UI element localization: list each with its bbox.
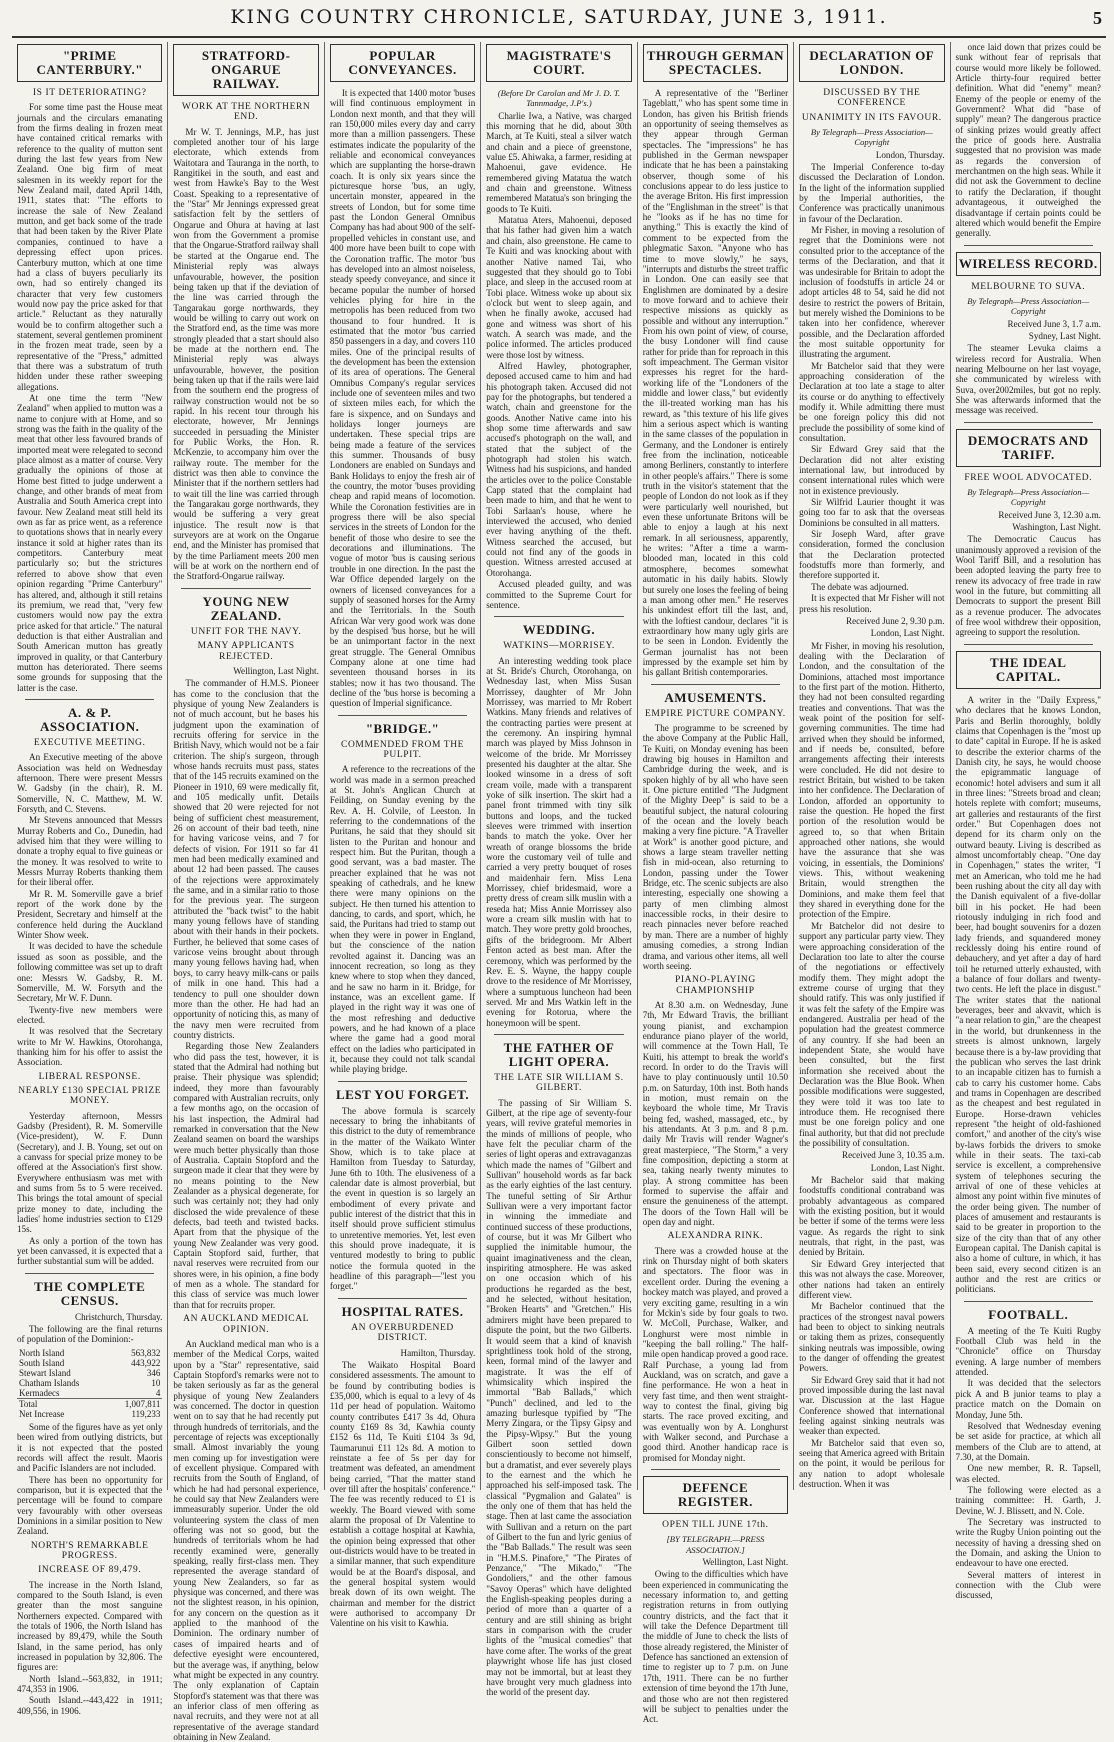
subhead: NORTH'S REMARKABLE PROGRESS. xyxy=(30,1540,149,1561)
paragraph: Mr Batchelor said that even so, seeing that America agreed with Britain on the point, it would be perilous for any nation to adopt wholesale destruction. When it was xyxy=(799,1437,945,1490)
headline-ideal-capital: THE IDEAL CAPITAL. xyxy=(956,651,1101,689)
dateline: Received June 2, 9.30 p.m. xyxy=(846,615,945,626)
subhead: AN AUCKLAND MEDICAL OPINION. xyxy=(183,1314,310,1335)
headline-light-opera: THE FATHER OF LIGHT OPERA. xyxy=(503,1039,615,1069)
divider xyxy=(964,644,1093,645)
headline-football: FOOTBALL. xyxy=(988,1306,1069,1322)
subhead: EMPIRE PICTURE COMPANY. xyxy=(645,708,786,719)
census-value: 443,922 xyxy=(131,1357,161,1368)
paragraph: North Island.--563,832, in 1911; 474,353 in 1906. xyxy=(17,1673,163,1695)
divider xyxy=(964,245,1093,246)
headline-conveyances: POPULAR CONVEYANCES. xyxy=(330,44,475,82)
headline-amusements: AMUSEMENTS. xyxy=(664,689,767,705)
dateline: Received June 3, 10.35 a.m. xyxy=(842,1150,945,1161)
subhead: NEARLY £130 SPECIAL PRIZE MONEY. xyxy=(18,1085,162,1107)
subhead: IS IT DETERIORATING? xyxy=(32,88,147,98)
census-label: South Island xyxy=(19,1357,65,1368)
paragraph: At 8.30 a.m. on Wednesday, June 7th, Mr Edward Travis, the brilliant young pianist, and exchampion endurance piano player of the world, will commence at the Town Hall, Te Kuiti, his attempt to break the world's record. In order to do the Travis will have to play continuously until 10.50 p.m. on Saturday, 10th inst. Both hands in motion, must remain on the keyboard the whole time, Mr Travis being fed, washed, massaged, etc., by his attendants. At 3 p.m. and 8 p.m. daily Mr Travis will render Wagner's great masterpiece, "The Storm," a very fine composition, depicting a storm at sea, taking nearly twenty minutes to play. A strong committee has been formed to supervise the affair and ensure the genuineness of the attempt. The doors of the Town Hall will be open day and night. xyxy=(642,999,789,1228)
divider xyxy=(964,422,1093,423)
paragraph: An interesting wedding took place at St. Bride's Church, Otorohanga, on Wednesday last, when Miss Susan Morrissey, daughter of Mr John Morrissey, was married to Mr Robert Watkins. Many friends and relatives of the contracting parties were present at the ceremony. An inspiring hymnal march was played by Miss Johnson in welcome of the bride. Mr Morrissey presented his daughter at the altar. She looked winsome in a dress of soft cream voile, made with a transparent yoke of silk insertion. The skirt had a panel front trimmed with tiny silk buttons and loops, and the tucked sleeves were trimmed with insertion bands to match the yoke. Over her wreath of orange blossoms the bride wore the customary veil of tulle and carried a very pretty bouquet of roses and maidenhair fern. Miss Lena Morrissey, chief bridesmaid, wore a pretty dress of cream silk muslin with a reseda hat; Miss Annie Morrissey also wore a cream silk muslin with hat to match. They wore pretty gold brooches, gifts of the bridegroom. Mr Albert Fenton acted as best man. After the ceremony, which was performed by the Rev. E. S. Wayne, the happy couple drove to the residence of Mr Morrissey, where a sumptuous luncheon had been served. Mr and Mrs Watkin left in the evening for Rotorua, where the honeymoon will be spent. xyxy=(486,655,632,1028)
census-value: 119,233 xyxy=(131,1408,161,1419)
subhead: INCREASE OF 89,479. xyxy=(38,1565,142,1576)
paragraph: The following were elected as a training committee: H. Garth, J. Devine, W. J. Blissett, and N. Cole. xyxy=(955,1484,1101,1516)
paragraph: At one time the term "New Zealand" when applied to mutton was a name to conjure with at Home, and so strong was the faith in the quality of the meat that other less favoured brands of imported meat were relegated to second place almost as a matter of course. Very gradually the opinions of those at Home best fitted to judge underwent a change, and other brands of meat from Australia and South America crept into favour. New Zealand meat still held its own as far as price went, as a reference to quotations shows that in nearly every instance it sold at higher rates than its competitors. Canterbury meat particularly so; but the strictures referred to above show that even opinion regarding "Prime Canterbury" has altered, and, although it still retains its premium, we read that, "very few customers would now pay the extra price asked for that article." The natural deduction is that either Australian and South American mutton has greatly improved in quality, or that Canterbury mutton has deteriorated. There seems some grounds for supposing that the latter is the case. xyxy=(17,392,163,693)
divider xyxy=(25,1273,154,1274)
census-label: Stewart Island xyxy=(19,1367,71,1378)
paragraph: once laid down that prizes could be sunk without fear of reprisals that course would more likely be followed. Article thirty-four required better definition. What did "enemy" mean? Enemy of the people or enemy of the Government? What did "base of supply" mean? The dangerous practice of sinking prizes would greatly affect the price of goods here. Australia suggested that no provision was made as regards the conversion of merchantmen on the high seas. While it did not ask the Government to decline to ratify the Declaration, if thought advantageous, it outweighed the disadvantage if certain points could be altered which would benefit the Empire generally. xyxy=(955,42,1101,239)
paragraph: An Auckland medical man who is a member of the Medical Corps, waited upon by a "Star" representative, said Captain Stopford's remarks were not to be taken seriously as far as the general physique of young New Zealanders was concerned. The doctor in question went on to say that he had recently put through hundreds of territorials, and the percentage of rejects was exceptionally small. Almost invariably the young men coming up for investigation were of excellent physique. Compared with recruits from the South of England, of which he had had personal experience, he could say that New Zealanders were immeasurably superior. Under the old volunteering system the class of men offering was not so good, but the hundreds of territorials whom he had recently examined were, generally speaking, really first-class men. They represented the average standard of young New Zealanders, so far as physique was concerned, and there was not the slightest reason, in his opinion, for any concern on the question as it applied to the manhood of the Dominion. The ordinary number of cases of impaired hearts and of defective eyesight were encountered, but the average was, if anything, below what might be expected in any country. The only explanation of Captain Stopford's statement was that there was an inferior class of men offering as naval recruits, and they were not at all representative of the average standard obtaining in New Zealand. xyxy=(173,1338,319,1742)
paragraph: The passing of Sir William S. Gilbert, at the ripe age of seventy-four years, will revive grateful memories in the minds of millions of people, who have felt the peculiar charm of the series of light operas and extravaganzas which made the names of "Gilbert and Sullivan" household words as far back as the early eighties of the last century. The tuneful setting of Sir Arthur Sullivan were a very important factor in winning the immediate and continued success of these productions, of course, but it was Mr Gilbert who supplied the inimitable humour, the quaint imaginativeness and the clean, inspiriting atmosphere. He was asked on one occasion which of his productions he regarded as the best, and he selected, without hesitation, "Broken Hearts" and "Gretchen." His admirers might have been prepared to dispute the point, but the two Gilberts. It would seem that a kind of knavish sprightliness took hold of the strong, keen, formal mind of the lawyer and magistrate. It was the elf of whimsicality which inspired the immortal "Bab Ballads," which "Punch" declined, and led to the amazing burlesque typified by "The Merry Zingara, or the Tipsy Gipsy and the Pipsy-Wipsy." But the young Gilbert soon settled down conscientiously to become not himself, but a dramatist, and ever severely plays to the earnest and the which he approached his self-imposed task. The classical "Pygmalion and Galatea" is the only one of them that has held the stage. Then at last came the association with Sullivan and a return on the part of Gilbert to the fun and lyric genius of the "Bab Ballads." The result was seen in "H.M.S. Pinafore," "The Pirates of Penzance," "The Mikado," "The Gondoliers," and the other famous "Savoy Operas" which have delighted the English-speaking peoples during a period of more than a quarter of a century and are still shining as bright stars in comparison with the cruder lights of the "musical comedies" that have come after. The works of the great playwright whose life has just closed may not be immortal, but at least they have brought very much gladness into the world of the present day. xyxy=(486,1097,632,1698)
dateline: Received June 3, 1.7 a.m. xyxy=(1007,318,1101,329)
headline-democrats-tariff: DEMOCRATS AND TARIFF. xyxy=(956,429,1101,467)
dateline: Received June 3, 12.30 a.m. xyxy=(998,509,1101,520)
divider xyxy=(494,616,623,617)
subhead: COMMENDED FROM THE PULPIT. xyxy=(341,739,465,760)
table-row xyxy=(17,1358,162,1368)
divider xyxy=(964,1301,1093,1302)
headline-prime-canterbury: "PRIME CANTERBURY." xyxy=(17,44,162,82)
paragraph: It is expected that 1400 motor 'buses will find continuous employment in London next month, and that they will ran 150,000 miles every day and carry more than a million passengers. These estimates indicate the popularity of the reliable and economical conveyances which are supplanting the horse-drawn coach. It is only six years since the picturesque horse 'bus, an ugly, uncertain monster, appeared in the streets of London, but for some time past the London General Omnibus Company has had about 900 of the self-propelled vehicles in constant use, and 400 more have been built to cope with the Coronation traffic. The motor 'bus has developed into an almost noiseless, steady speedy conveyance, and since it became popular the number of horsed vehicles plying for hire in the metropolis has been reduced from two thousand to four hundred. It is estimated that the motor 'bus carried 850 passengers in a day, and covers 110 miles. One of the principal results of the development has been the extension of its area of operations. The General Omnibus Company's regular services include one of seventeen miles and two of sixteen miles each, for which the fare is sixpence, and on Sundays and holidays longer journeys are undertaken. These special trips are being made a feature of the services this summer. Thousands of busy Londoners are enabled on Sundays and Bank Holidays to enjoy the fresh air of the country, the motor 'buses providing cheap and rapid means of locomotion. While the Coronation festivities are in progress there will be also special services in the streets of London for the benefit of those who desire to see the decorations and illuminations. The vogue of motor 'bus is causing serious trouble in one direction. In the past the War Office depended largely on the owners of licensed conveyances for a supply of seasoned horses for the Army and the Territorials. In the South African War very good work was done by the despised 'bus horse, but he will be an unimportant factor in the next great struggle. The General Omnibus Company alone at one time had seventeen thousand horses in its stables; now it has two thousand. The decline of the 'bus horse is becoming a question of Imperial significance. xyxy=(329,88,476,709)
subhead: UNANIMITY IN ITS FAVOUR. xyxy=(801,112,942,123)
paragraph: Several matters of interest in connection with the Club were discussed, xyxy=(955,1569,1101,1601)
subhead: FREE WOOL ADVOCATED. xyxy=(964,472,1093,483)
headline-lest-you-forget: LEST YOU FORGET. xyxy=(336,1086,470,1102)
paragraph: The Imperial Conference to-day discussed the Declaration of London. In the light of the information supplied by the Imperial authorities, the Conference was practically unanimous in favour of the Declaration. xyxy=(799,162,945,224)
paragraph: Regarding those New Zealanders who did pass the test, however, it is stated that the Admiral had nothing but praise. Their physique was splendid; indeed, they more than favourably compared with Australian recruits, only a few months ago, on the occasion of his last inspection, the Admiral had remarked in conversation that the New Zealand seamen on board the warships were much better physically than those of Australia. Captain Stopford and the surgeon made it clear that they were by no means pointing to the New Zealander as a physical degenerate, for such was certainly not; they had only disclosed the wide prevalence of these defects, bad teeth and twisted backs. Apart from that the physique of the young New Zealander was very good. Captain Stopford said, further, that naval reserves were recruited from our shores were, in his opinion, a fine body of men as a whole. The standard for this class of service was much lower than that for recruits proper. xyxy=(173,1041,319,1310)
paragraph: It is expected that Mr Fisher will not press his resolution. xyxy=(799,593,945,614)
column-7 xyxy=(951,42,1106,1601)
paragraph: As only a portion of the town has yet been canvassed, it is expected that a further substantial sum will be added. xyxy=(17,1235,163,1267)
dateline: London, Thursday. xyxy=(875,149,945,160)
headline-bridge: "BRIDGE." xyxy=(365,720,440,736)
paragraph: The commander of H.M.S. Pioneer has come to the conclusion that the physique of young New Zealanders is not of much account, but he bases his judgment upon the examination of recruits offering for service in the British Navy, which would not be a fair criterion. The ship's surgeon, through whose hands recruits must pass, states that of the 145 recruits examined on the Pioneer in 1910, 69 were medically fit, and 105 medically unfit. Details showed that 20 were rejected for not being of sufficient chest measurement, 26 on account of their bad teeth, nine for having varicose veins, and 7 for defects of vision. For 1911 so far 41 men had been medically examined and about 12 had been passed. The causes of the rejections were approximately the same, and in a similar ratio to those for the previous year. The surgeon attributed the "back twist" to the habit many young fellows have of standing about with their hands in their pockets. Further, he believed that some cases of varicose veins brought about through many young fellows having had, when boys, to carry heavy milk-cans or pails of milk in one hand. This had a tendency to pull one shoulder down more than the other. He had had an opportunity of noticing this, as many of the navy men were recruited from country districts. xyxy=(173,678,319,1040)
subhead: WORK AT THE NORTHERN END. xyxy=(181,102,311,123)
paragraph: Mr Bachelor said that making foodstuffs conditional contraband was probably advantageous as compared with the existing position, but it would be better if some of the terms were less vague. As regards the right to sink neutrals, that right, in the past, was denied by Britain. xyxy=(799,1175,945,1258)
headline-wireless-record: WIRELESS RECORD. xyxy=(956,252,1101,276)
paragraph: The above formula is scarcely necessary to bring the inhabitants of this district to the duty of remembrance in the matter of the Waikato Winter Show, which is to take place at Hamilton from Tuesday to Saturday, June 6th to 10th. The elusiveness of a calendar date is almost proverbial, but the event in question is so largely an embodiment of every private and public interest of the district that this in itself should prove sufficient stimulus to unretentive memories. Yet, lest even this should prove inadequate, it is ventured modestly to bring to public notice the formula quoted in the headline of this paragraph—"lest you forget." xyxy=(329,1105,476,1292)
paragraph: Sir Wilfrid Laurier thought it was going too far to ask that the overseas Dominions be consulted in all matters. xyxy=(799,497,945,528)
byline: [BY TELEGRAPH.—PRESS ASSOCIATION.] xyxy=(666,1534,765,1555)
paragraph: Mr Batchelor said that they were approaching consideration of the Declaration at too late a stage to alter its course or do anything to effectively modify it. While admitting there must be one foreign policy this did not preclude the possibility of some kind of consultation. xyxy=(799,360,945,443)
column-2 xyxy=(168,42,324,1742)
columns xyxy=(12,42,1106,1742)
paragraph: The following are the final returns of population of the Dominion:- xyxy=(17,1324,163,1345)
census-value: 563,832 xyxy=(131,1347,161,1358)
paragraph: For some time past the House meat journals and the circulars emanating from the firms dealing in frozen meat have contained critical remarks with reference to the quality of mutton sent during the last few years from New Zealand. One big firm of meat salesmen in its weekly report for the New Zealand mail, dated April 14th, 1911, states that: "The efforts to increase the sale of New Zealand mutton, and get back some of the trade that had been taken by the River Plate companies, continued to have a depressing effect upon prices. Canterbury mutton, which at one time had a class of buyers peculiarly its own, had so entirely changed its character that very few customers would now pay the price asked for that article." Reluctant as they naturally would be to confirm altogether such a statement, several gentlemen prominent in the frozen meat trade, seen by a representative of the "Press," admitted that there was a substratum of truth hidden under these rather sweeping allegations. xyxy=(17,102,163,392)
paragraph: It was resolved that the Secretary write to Mr W. Hawkins, Otorohanga, thanking him for his offer to assist the Association. xyxy=(17,1026,163,1068)
column-1 xyxy=(12,42,168,1716)
census-value: 10 xyxy=(151,1377,161,1388)
divider xyxy=(25,699,154,700)
paragraph: Mr W. T. Jennings, M.P., has just completed another tour of his large electorate, which extends from Waitotara and Tauranga in the north, to Rangitikei in the south, and east and west from Hawke's Bay to the West Coast. Speaking to a representative of the "Star" Mr Jennings expressed great satisfaction felt by the settlers of Ongarue and Ohura at having at last won from the Government a promise that the Ongarue-Stratford railway shall be started at the Ongarue end. The Ministerial reply was always unfavourable, however, the position being taken up that if the deviation of the line was carried through the Tangarakau gorge northwards, they would be willing to carry out work on the Stratford end, as the time was more strongly pleaded that a start should also be made at the northern end. The Ministerial reply was always unfavourable, however, the position being taken up that if the rails were laid from the southern end the progress of railway construction would not be so rapid. In his recent tour through his electorate, however, Mr Jennings succeeded in persuading the Minister for Public Works, the Hon. R. McKenzie, to accompany him over the railway route. The member for the district was then able to convince the Minister that if the northern settlers had to wait till the line was carried through the Tangarakau gorge northwards, they would be suffering a very great injustice. The result now is that surveyors are at work on the Ongarue end, and the Minister has promised that by the time Parliament meets 200 men will be at work on the northern end of the Stratford-Ongarue railway. xyxy=(173,126,319,582)
paragraph: There was a crowded house at the rink on Thursday night of both skaters and spectators. The floor was in excellent order. During the evening a hockey match was played, and proved a very exciting game, resulting in a win for Mckin's side by four goals to two. W. McColl, Purchase, Walker, and Longhurst were most nimble in "keeping the ball rolling." The half-mile open handicap proved a good race. Ralf Purchase, a young lad from Auckland, was on scratch, and gave a fine performance. He won a heat in very fast time, and then went straight-way to contest the final, giving big starts. The race proved exciting, and was eventually won by A. Longhurst with Walker second, and Purchase a good third. Another handicap race is promised for Monday night. xyxy=(642,1245,789,1463)
paragraph: An Executive meeting of the above Association was held on Wednesday afternoon. There were present Messrs W. Gadsby (in the chair), R. M. Somerville, N. C. Matthew, M. W. Forsyth, and C. Stevens. xyxy=(17,752,163,814)
paragraph: Some of the figures have as yet only been wired from outlying districts, but it is not expected that the posted records will affect the result. Maoris and Pacific Islanders are not included. xyxy=(17,1421,163,1474)
paragraph: The steamer Levuka claims a wireless record for Australia. When nearing Melbourne on her last voyage, she communicated by wireless with Suva, over2002miles, but got no reply. She was afterwards informed that the message was received. xyxy=(955,343,1101,416)
paragraph: A reference to the recreations of the world was made in a sermon preached at St. John's Anglican Church at Feilding, on Sunday evening by the Rev. A. H. Colvile, of Leeston. In referring to the condemnations of the Puritans, he said that they should sit listen to the Puritan and honour and respect him. But the Puritan, though a good servant, was a bad master. The preacher explained that he was not speaking of cathedrals, and he knew there were many opinions on the subject. He then turned his attention to dancing, to cards, and sport, which, he said, the Puritans had tried to stamp out when they were in power in England, but the conscience of the nation revolted against it. Dancing was an innocent recreation, so long as they knew where to stop when they danced, and he saw no harm in it. Bridge, for instance, was an excellent game. If played in the right way it was one of the most refreshing and deductive powers, and he had known of a place where the game had a good moral effect on the ladies who participated in it, because they could not talk scandal while playing bridge. xyxy=(329,764,476,1075)
census-label: Total xyxy=(19,1398,38,1409)
headline-magistrates-court: MAGISTRATE'S COURT. xyxy=(486,44,631,82)
subhead: MANY APPLICANTS REJECTED. xyxy=(197,641,295,662)
census-table xyxy=(17,1348,162,1419)
table-row xyxy=(17,1388,162,1399)
subhead: OPEN TILL JUNE 17th. xyxy=(662,1520,769,1530)
divider xyxy=(651,684,780,685)
paragraph: Charlie Iwa, a Native, was charged this morning that he did, about 30th March, at Te Kuiti, steal a silver watch and chain and a piece of greenstone, value £5. Ahiwaka, a farmer, residing at Mahoenui, gave evidence. He remembered giving Matatua the watch and chain and greenstone. Witness remembered Matatua's son bringing the goods to Te Kuiti. xyxy=(486,110,632,214)
subhead: UNFIT FOR THE NAVY. xyxy=(190,626,302,637)
paragraph: Sir Edward Grey said that it had not proved impossible during the last naval war. Discussion at the last Hague Conference showed that international feeling against sinking neutrals was weaker than expected. xyxy=(799,1374,945,1437)
headline-young-nz: YOUNG NEW ZEALAND. xyxy=(202,593,290,623)
paragraph: Sir Edward Grey said that the Declaration did not alter existing international law, but introduced by consent international rules which were not in existence previously. xyxy=(799,444,945,496)
byline: (Before Dr Carolan and Mr J. D. T. Tannmadge, J.P's.) xyxy=(497,88,621,109)
paragraph: Sir Edward Grey interjected that this was not always the case. Moreover, other nations had taken an entirely different view. xyxy=(799,1258,945,1300)
paragraph: Mr R. M. Somerville gave a brief report of the work done by the President, Secretary and himself at the conference held during the Auckland Winter Show week. xyxy=(17,888,163,941)
subhead: ALEXANDRA RINK. xyxy=(667,1231,764,1242)
headline-railway: STRATFORD-ONGARUE RAILWAY. xyxy=(173,44,318,96)
census-label: Chatham Islands xyxy=(19,1377,80,1388)
dateline: London, Last Night. xyxy=(870,1162,945,1173)
paragraph: The Democratic Caucus has unanimously approved a revision of the Wool Tariff Bill, and a resolution has been adopted leaving the party free to renew its advocacy of free trade in raw wool in the future, but committing all Democrats to support the present Bill as a revenue producer. The advocates of free wool withdrew their opposition, agreeing to support the resolution. xyxy=(955,534,1101,638)
dateline: Sydney, Last Night. xyxy=(1028,330,1101,341)
table-row xyxy=(17,1378,162,1388)
subhead: MELBOURNE TO SUVA. xyxy=(971,281,1086,292)
paragraph: A writer in the "Daily Express," who declares that he knows London, Paris and Berlin thoroughly, boldly claims that Copenhagen is the "most up to date" capital in Europe. If he is asked to describe the exterior charms of the Danish city, he says, he would choose the epigrammatic language of economic! hotel advisers and sum it all in three lines: "Streets broad and clean; hotels replete with comfort; museums, art galleries and restaurants of the first order." But Copenhagen does not depend for its charm only on the outward beauty. Living is described as almost uncomfortably cheap. "One day in Copenhagen," states the writer, "I met an American, who told me he had been rushing about the city all day with the Danish equivalent of a five-dollar bill in his pocket. He had been riotously indulging in rich food and beer, had bought souvenirs for a dozen lady friends, and squandered money recklessly doing his entire round of debauchery, and yet after a day of hard toil he returned utterly exhausted, with a balance of four dollars and twenty-two cents. He left the place in disgust." The writer states that the national beverages, beer and akvavit, which is "a near relation to gin," are the cheapest in the world, but drunkenness in the streets is almost unknown, largely because there is a by-law providing that the publican who serves the last drink to an incapable citizen has to furnish a cab to carry his customer home. Cabs and trams in Copenhagen are described as the cheapest and best regulated in Europe. Horse-drawn vehicles represent "the height of old-fashioned comfort," and another of the city's wise by-laws forbids the drivers to smoke while in their seats. The taxi-cab service is excellent, a comprehensive system of telephones securing the arrival of one of these vehicles at almost any point within five minutes of the order being given. The number of places of amusement and restaurants is said to be greater in proportion to the size of the city than that of any other European capital. The Danish capital is also a home of culture, in which, it has been said, every second citizen is an author and the rest are critics or politicians. xyxy=(955,694,1101,1295)
census-value: 4 xyxy=(155,1387,161,1398)
paragraph: A representative of the "Berliner Tageblatt," who has spent some time in London, has given his British friends an opportunity of seeing themselves as they appear through German spectacles. The "impressions" he has published in the German newspaper indicate that he has been a painstaking observer, though some of his conclusions appear to do less justice to the average Briton. His first impression of the "Englishman in the street" is that he "looks as if he has no time for anything." This is exactly the kind of comment to be expected from the phlegmatic Saxon. "Anyone who has time to move slowly," he says, "interrupts and disturbs the street traffic in London. One can easily see that Englishmen are dominated by a desire to move forward and to achieve their respective missions as quickly as possible and without any interruption." From his own point of view, of course, the busy Londoner will find cause rather for pride than for reproach in this soft impeachment. The German visitor expresses his regret for the hard-working life of the "Londoners of the middle and lower class," but evidently the ill-treated working man has his reward, as "this texture of his life gives him a serious aspect which is wanting in the same classes of the population in Germany, and the Londoner is entirely free from the inclination, noticeable among Berliners, constantly to interfere in other people's affairs." There is some truth in the visitor's statement that the people of London do not look as if they were particularly well nourished, but even these unfortunate Britons will be able to enjoy a laugh at his next remark. In all seriousness, apparently, he writes: "After a time a warm-blooded man, located in this cold atmosphere, becomes somewhat automatic in his daily habits. Slowly but surely one loses the feeling of being a man among other men." He reserves his unkindest effort till the last, and, with the loftiest candour, declares "it is extraordinary how many ugly girls are to be seen in London. Evidently the German journalist has not been impressed by the example set him by his gallant British contemporaries. xyxy=(642,88,789,678)
subhead: AN OVERBURDENED DISTRICT. xyxy=(351,1322,454,1344)
masthead xyxy=(12,6,1106,38)
paragraph: Mr Batchelor did not desire to support any particular party view. They were approaching consideration of the Declaration too late to alter the course of the negotiations or effectively modify them. They might adopt the extreme course of urging that they should ratify. This was only justified if it was felt the safety of the Empire was endangered. Australia per head of the population had the greatest commerce of any country. If she had been an independent State, she would have been consulted, but the first information she received about the Declaration was the Blue Book. When possible modifications were suggested, they were told it was too late to introduce them. He recognised there must be one foreign policy and one final authority, but that did not preclude the possibility of consultation. xyxy=(799,920,945,1149)
paragraph: The increase in the North Island, compared to the South Island, is even greater than the most sanguine Northerners expected. Compared with the totals of 1906, the North Island has increased by 89,479, while the South Island, in the same period, has only increased in population by 32,806. The figures are: xyxy=(17,1579,163,1673)
headline-hospital-rates: HOSPITAL RATES. xyxy=(341,1303,464,1319)
column-5 xyxy=(638,42,794,1725)
byline: By Telegraph—Press Association—Copyright xyxy=(967,487,1090,508)
census-label: Kermadecs xyxy=(19,1387,60,1398)
subhead: PIANO-PLAYING CHAMPIONSHIP xyxy=(674,975,756,996)
paragraph: Twenty-five new members were elected. xyxy=(17,1004,163,1025)
paragraph: A meeting of the Te Kuiti Rugby Football Club was held in the "Chronicle" office on Thursday evening. A large number of members attended. xyxy=(955,1325,1101,1378)
dateline: Wellington, Last Night. xyxy=(233,665,319,676)
paragraph: There has been no opportunity for comparison, but it is expected that the percentage will be found to compare very favourably with other overseas Dominions in a similar position to New Zealand. xyxy=(17,1474,163,1537)
subhead: DISCUSSED BY THE CONFERENCE xyxy=(823,88,921,109)
table-row xyxy=(17,1398,162,1409)
column-4 xyxy=(481,42,637,1698)
masthead-title: KING COUNTRY CHRONICLE, SATURDAY, JUNE 3, 1911. xyxy=(230,6,888,28)
divider xyxy=(338,715,467,716)
census-label: North Island xyxy=(19,1347,65,1358)
paragraph: Mr Stevens announced that Messrs Murray Roberts and Co., Dunedin, had advised him that they were willing to donate a trophy equal to five guineas or the money. It was resolved to write to Messrs Murray Roberts thanking them for their liberal offer. xyxy=(17,815,163,888)
dateline: Christchurch, Thursday. xyxy=(75,1311,163,1322)
column-3 xyxy=(325,42,481,1629)
subhead: LIBERAL RESPONSE. xyxy=(38,1071,141,1082)
paragraph: Yesterday afternoon, Messrs Gadsby (President), R. M. Somerville (Vice-president), W. F. Dunn (Secretary), and J. B. Young, set out on a canvass for special prize money to be offered at the Association's first show. Everywhere enthusiasm was met with and sums from 5s to 5 were received. This brings the total amount of special prize money to date, including the ladies' home industries section to £129 15s. xyxy=(17,1110,163,1235)
paragraph: Mr Fisher, in moving a resolution of regret that the Dominions were not consulted prior to the acceptance of the terms of the Declaration, and that it was undesirable for Britain to adopt the inclusion of foodstuffs in article 24 or adopt articles 48 to 54, said he did not desire to restrict the powers of Britain, but merely wished the Dominions to be taken into her confidence, wherever possible, and the Declaration afforded the most suitable opportunity for illustrating the argument. xyxy=(799,225,945,360)
paragraph: It was decided that the selectors pick A and B junior teams to play a practice match on the Domain on Monday, June 5th. xyxy=(955,1378,1101,1420)
headline-census: THE COMPLETE CENSUS. xyxy=(34,1278,146,1308)
paragraph: The debate was adjourned. xyxy=(811,581,909,592)
page-number: 5 xyxy=(1093,8,1102,28)
dateline: Wellington, Last Night. xyxy=(702,1557,789,1568)
divider xyxy=(494,1034,623,1035)
paragraph: Resolved that Wednesday evening be set aside for practice, at which all members of the Club are to attend, at 7.30, at the Domain. xyxy=(955,1420,1101,1462)
census-label: Net Increase xyxy=(19,1408,65,1419)
divider xyxy=(338,1081,467,1082)
headline-wedding: WEDDING. xyxy=(522,622,596,638)
divider xyxy=(651,1469,780,1470)
dateline: Washington, Last Night. xyxy=(1012,522,1101,533)
table-row xyxy=(17,1348,162,1358)
paragraph: Sir Joseph Ward, after grave consideration, formed the conclusion that the Declaration protected foodstuffs more than formerly, and therefore supported it. xyxy=(799,529,945,581)
census-value: 1,007,811 xyxy=(124,1398,161,1409)
headline-german-spectacles: THROUGH GERMAN SPECTACLES. xyxy=(643,44,788,82)
subhead: EXECUTIVE MEETING. xyxy=(33,737,146,748)
paragraph: Alfred Hawley, photographer, deposed accused came to him and had his photograph taken. Accused did not pay for the photographs, but tendered a watch, chain and greenstone for the goods. Another Native came into his shop some time afterwards and saw accused's photograph on the wall, and stated that the subject of the photograph had stolen his watch. Witness had his suspicions, and handed the articles over to the police Constable Capp stated that the complaint had been made to him, and that he went to Tobi Sarlaan's house, where he interviewed the accused, who denied ever having anything of the theft. Witness searched the accused, but could not find any of the goods in question. Witness arrested accused at Otorohanga. xyxy=(486,360,632,578)
headline-declaration-london: DECLARATION OF LONDON. xyxy=(799,44,944,82)
paragraph: Accused pleaded guilty, and was committed to the Supreme Court for sentence. xyxy=(486,579,632,610)
table-row xyxy=(17,1409,162,1419)
paragraph: Matatua Aters, Mahoenui, deposed that his father had given him a watch and chain, also greenstone. He came to Te Kuiti and was knocking about with another Native named Tai, who suggested that they should go to Tobi place, and sleep in the accused room at Tobi place. Witness woke up about six o'clock but went to sleep again, and when he finally awoke, accused had gone and witness was short of his watch. A search was made, and the police informed. The articles produced were those lost by witness. xyxy=(486,215,632,360)
paragraph: Owing to the difficulties which have been experienced in communicating the necessary information to, and getting registration returns in from outlying country districts, and the fact that it will take the Defence Department till the middle of June to check the lists of those already registered, the Minister of Defence has sanctioned an extension of time to register up to 7 p.m. on June 17th, 1911. There can be no further extension of time beyond the 17th June, and those who are not then registered will be subject to penalties under the Act. xyxy=(642,1569,789,1725)
subhead: THE LATE SIR WILLIAM S. GILBERT. xyxy=(494,1072,624,1094)
census-value: 346 xyxy=(146,1367,161,1378)
subhead: WATKINS—MORRISEY. xyxy=(503,641,615,652)
column-6 xyxy=(794,42,950,1490)
byline: By Telegraph—Press Association—Copyright xyxy=(810,127,933,148)
paragraph: One new member, R. R. Tapsell, was elected. xyxy=(955,1463,1101,1484)
dateline: Hamilton, Thursday. xyxy=(400,1347,476,1358)
paragraph: It was decided to have the schedule issued as soon as possible, and the following committee was set up to draft one: Messrs W. Gadsby, R. M. Somerville, M. W. Forsyth and the Secretary, Mr W. F. Dunn. xyxy=(17,941,163,1004)
headline-defence-register: DEFENCE REGISTER. xyxy=(643,1476,788,1514)
paragraph: The Secretary was instructed to write the Rugby Union pointing out the necessity of having a dressing shed on the Domain, and asking the Union to endeavour to have one erected. xyxy=(955,1516,1101,1569)
paragraph: South Island.--443,422 in 1911; 409,556, in 1906. xyxy=(17,1695,163,1716)
dateline: London, Last Night. xyxy=(870,628,945,639)
divider xyxy=(338,1298,467,1299)
paragraph: The Waikato Hospital Board considered assessments. The amount to be found by contributing bodies is £35,000, which is equal to a levy of 4s 11d per head of population. Waitomo county contributes £417 3s 4d, Ohura county £169 8s 3d, Kawhia county £152 6s 11d, Te Kuiti £104 3s 9d, Taumarunui £11 12s 8d. A motion to reinstate a fee of 5s per day for treatment was defeated, an amendment being carried, "That the matter stand over till after the hospitals' conference." The fee was recently reduced to £1 is weekly. The Board viewed with some alarm the proposal of Dr Valentine to establish a cottage hospital at Kawhia, the opinion being expressed that other out-districts would have to be treated in a similar manner, that such expenditure would be at the Board's disposal, and the general hospital system would break down of its own weight. The chairman and member for the district were authorised to accompany Dr Valentine on his visit to Kawhia. xyxy=(329,1359,476,1629)
headline-ap-association: A. & P. ASSOCIATION. xyxy=(40,704,140,734)
paragraph: The programme to be screened by the above Company at the Public Hall, Te Kuiti, on Monday evening has been drawing big houses in Hamilton and Cambridge during the week, and is spoken highly of by all who have seen it. One picture entitled "The Judgment of the Mighty Deep" is said to be a beautiful subject, the natural colouring of the ocean and the lovely beach making a very fine picture. "A Traveller at Work" is another good picture, and shows a large steam traveller netting fish in mid-ocean, also returning to London, passing under the Tower Bridge, etc. The scenic subjects are also interesting, especially one showing a party of men climbing almost inaccessible rocks, in their desire to reach pinnacles never before reached by man. There are a number of highly amusing comedies, a strong Indian drama, and various other items, all well worth seeing. xyxy=(642,722,789,971)
paragraph: Mr Fisher, in moving his resolution, dealing with the Declaration of London, and the consultation of the Dominions, attached most importance to the first part of the motion. Hitherto, they had not been consulted regarding treaties and conventions. That was the weak point of the position for self-governing communities. The time had arrived when they should be informed, and if needs be, consulted, before arrangements affecting their interests were concluded. He did not desire to restrict Britain, but wished to be taken into her confidence. The Declaration of London, afforded an opportunity to raise the question. He hoped the first portion of the resolution would be agreed to, so that when Britain approached other nations, she would have the assurance that she was voicing, in essentials, the Dominions' views. This, without weakening Britain, would strengthen the Dominions, and make them feel that they shared in everything done for the protection of the Empire. xyxy=(799,640,945,920)
divider xyxy=(181,588,310,589)
paragraph: Mr Bachelor continued that the practices of the strongest naval powers had been to object to sinking neutrals or taking them as prizes, consequently sinking neutrals was impossible, owing to the danger of offending the greatest Powers. xyxy=(799,1301,945,1374)
table-row xyxy=(17,1368,162,1378)
byline: By Telegraph—Press Association—Copyright xyxy=(967,295,1090,317)
